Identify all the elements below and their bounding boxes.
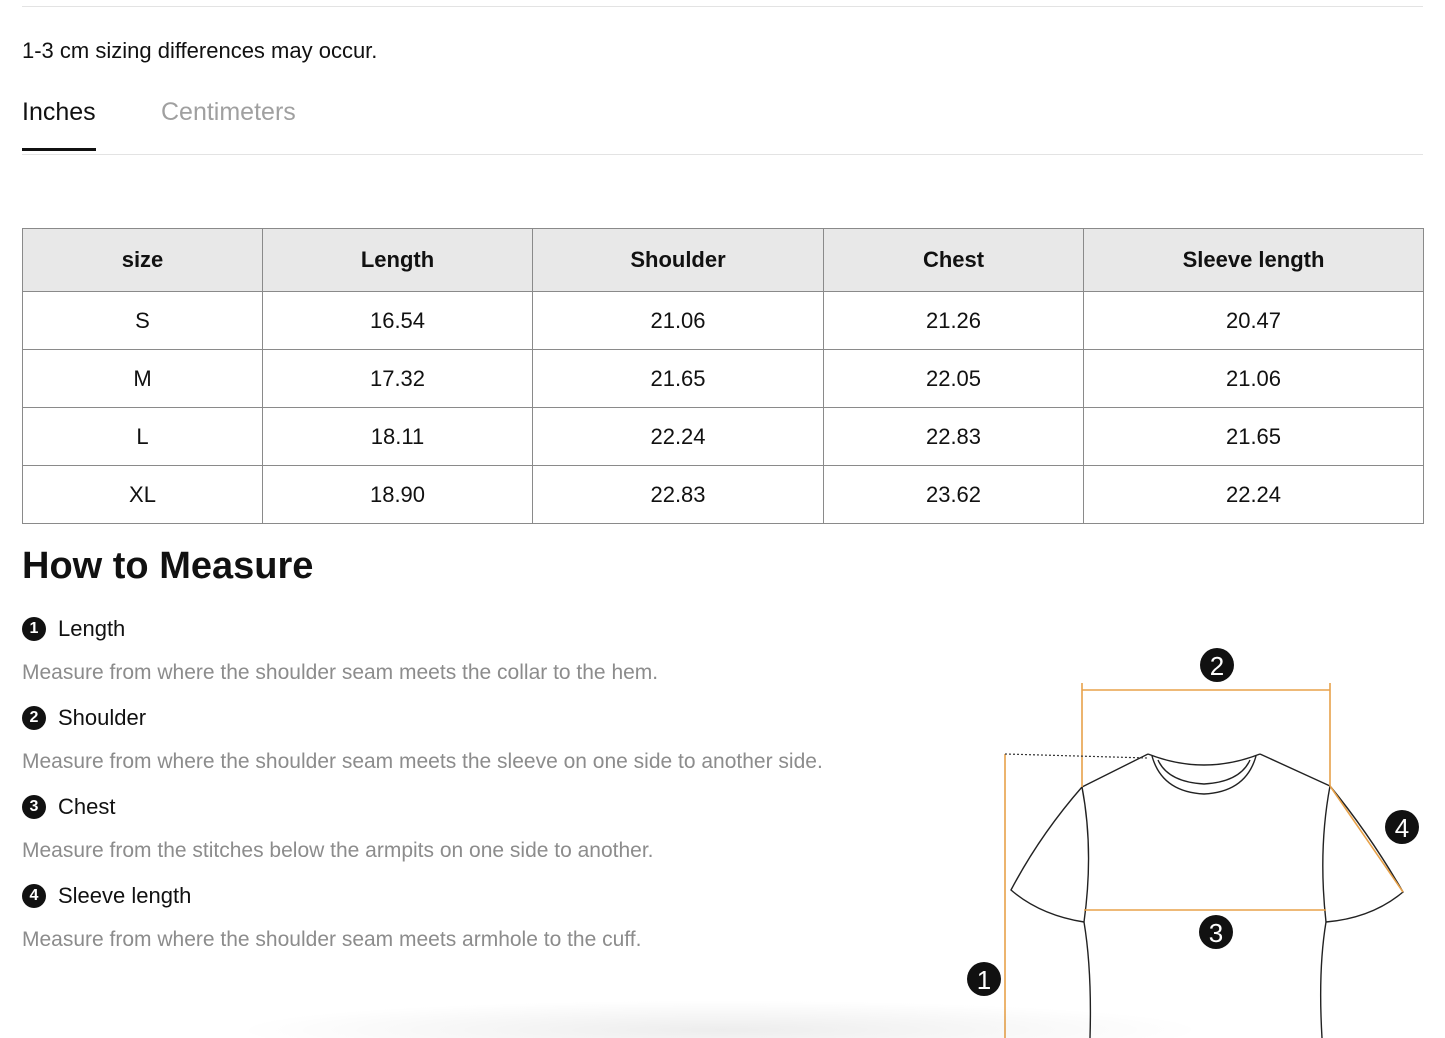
svg-text:2: 2 xyxy=(1209,651,1225,681)
table-cell-length: 16.54 xyxy=(263,292,533,350)
table-cell-length: 18.90 xyxy=(263,466,533,524)
table-row xyxy=(23,466,1424,524)
measure-label: Shoulder xyxy=(58,705,147,730)
svg-text:3: 3 xyxy=(1208,918,1224,948)
column-header-length: Length xyxy=(263,229,533,292)
table-row xyxy=(23,292,1424,350)
table-cell-size: M xyxy=(23,350,263,408)
marker-1-icon xyxy=(967,962,1001,996)
table-cell-sleeve-length: 22.24 xyxy=(1084,466,1424,524)
column-header-chest: Chest xyxy=(824,229,1084,292)
measure-label: Chest xyxy=(58,794,116,819)
table-cell-size: XL xyxy=(23,466,263,524)
unit-tabs xyxy=(22,92,1423,155)
number-one-badge-icon: 1 xyxy=(22,617,46,641)
tshirt-diagram-svg xyxy=(940,630,1445,1038)
table-cell-chest: 23.62 xyxy=(824,466,1084,524)
measure-label: Sleeve length xyxy=(58,883,192,908)
marker-4-icon xyxy=(1385,810,1419,844)
table-header-row xyxy=(23,229,1424,292)
measure-item-chest xyxy=(22,790,922,879)
table-cell-chest: 22.83 xyxy=(824,408,1084,466)
marker-3-icon xyxy=(1199,915,1233,949)
measure-item-shoulder xyxy=(22,701,922,790)
table-cell-size: S xyxy=(23,292,263,350)
number-four-badge-icon: 4 xyxy=(22,884,46,908)
measure-description: Measure from the stitches below the armpits on one side to another. xyxy=(22,839,654,862)
measure-item-length xyxy=(22,612,922,701)
table-row xyxy=(23,350,1424,408)
how-to-measure-title: How to Measure xyxy=(22,545,314,587)
tab-centimeters[interactable]: Centimeters xyxy=(161,98,296,126)
table-cell-shoulder: 21.06 xyxy=(533,292,824,350)
table-cell-length: 17.32 xyxy=(263,350,533,408)
table-row xyxy=(23,408,1424,466)
measure-instructions xyxy=(22,612,922,968)
tab-inches[interactable]: Inches xyxy=(22,98,96,151)
number-three-badge-icon: 3 xyxy=(22,795,46,819)
table-cell-size: L xyxy=(23,408,263,466)
table-cell-sleeve-length: 21.65 xyxy=(1084,408,1424,466)
table-cell-length: 18.11 xyxy=(263,408,533,466)
measure-heading xyxy=(22,794,115,820)
table-cell-chest: 22.05 xyxy=(824,350,1084,408)
svg-text:4: 4 xyxy=(1394,813,1410,843)
table-cell-sleeve-length: 20.47 xyxy=(1084,292,1424,350)
measure-description: Measure from where the shoulder seam meets the collar to the hem. xyxy=(22,661,659,684)
measure-description: Measure from where the shoulder seam meets the sleeve on one side to another side. xyxy=(22,750,823,773)
table-cell-chest: 21.26 xyxy=(824,292,1084,350)
tshirt-measurement-diagram-icon xyxy=(940,630,1445,1038)
column-header-sleeve-length: Sleeve length xyxy=(1084,229,1424,292)
table-cell-shoulder: 22.24 xyxy=(533,408,824,466)
measure-heading xyxy=(22,616,125,642)
marker-2-icon xyxy=(1200,648,1234,682)
length-guide-dotted xyxy=(1005,754,1148,758)
table-cell-shoulder: 21.65 xyxy=(533,350,824,408)
measure-label: Length xyxy=(58,616,126,641)
svg-text:1: 1 xyxy=(976,965,992,995)
table-cell-sleeve-length: 21.06 xyxy=(1084,350,1424,408)
number-two-badge-icon: 2 xyxy=(22,706,46,730)
measure-heading xyxy=(22,705,146,731)
tshirt-outline xyxy=(1011,754,1403,1038)
column-header-size: size xyxy=(23,229,263,292)
size-chart-table xyxy=(22,228,1424,524)
measure-item-sleeve-length xyxy=(22,879,922,968)
measure-heading xyxy=(22,883,191,909)
top-divider xyxy=(22,6,1423,7)
table-cell-shoulder: 22.83 xyxy=(533,466,824,524)
measurement-lines xyxy=(1005,683,1403,1038)
column-header-shoulder: Shoulder xyxy=(533,229,824,292)
measure-description: Measure from where the shoulder seam meets armhole to the cuff. xyxy=(22,928,642,951)
sizing-note: 1-3 cm sizing differences may occur. xyxy=(22,38,378,63)
